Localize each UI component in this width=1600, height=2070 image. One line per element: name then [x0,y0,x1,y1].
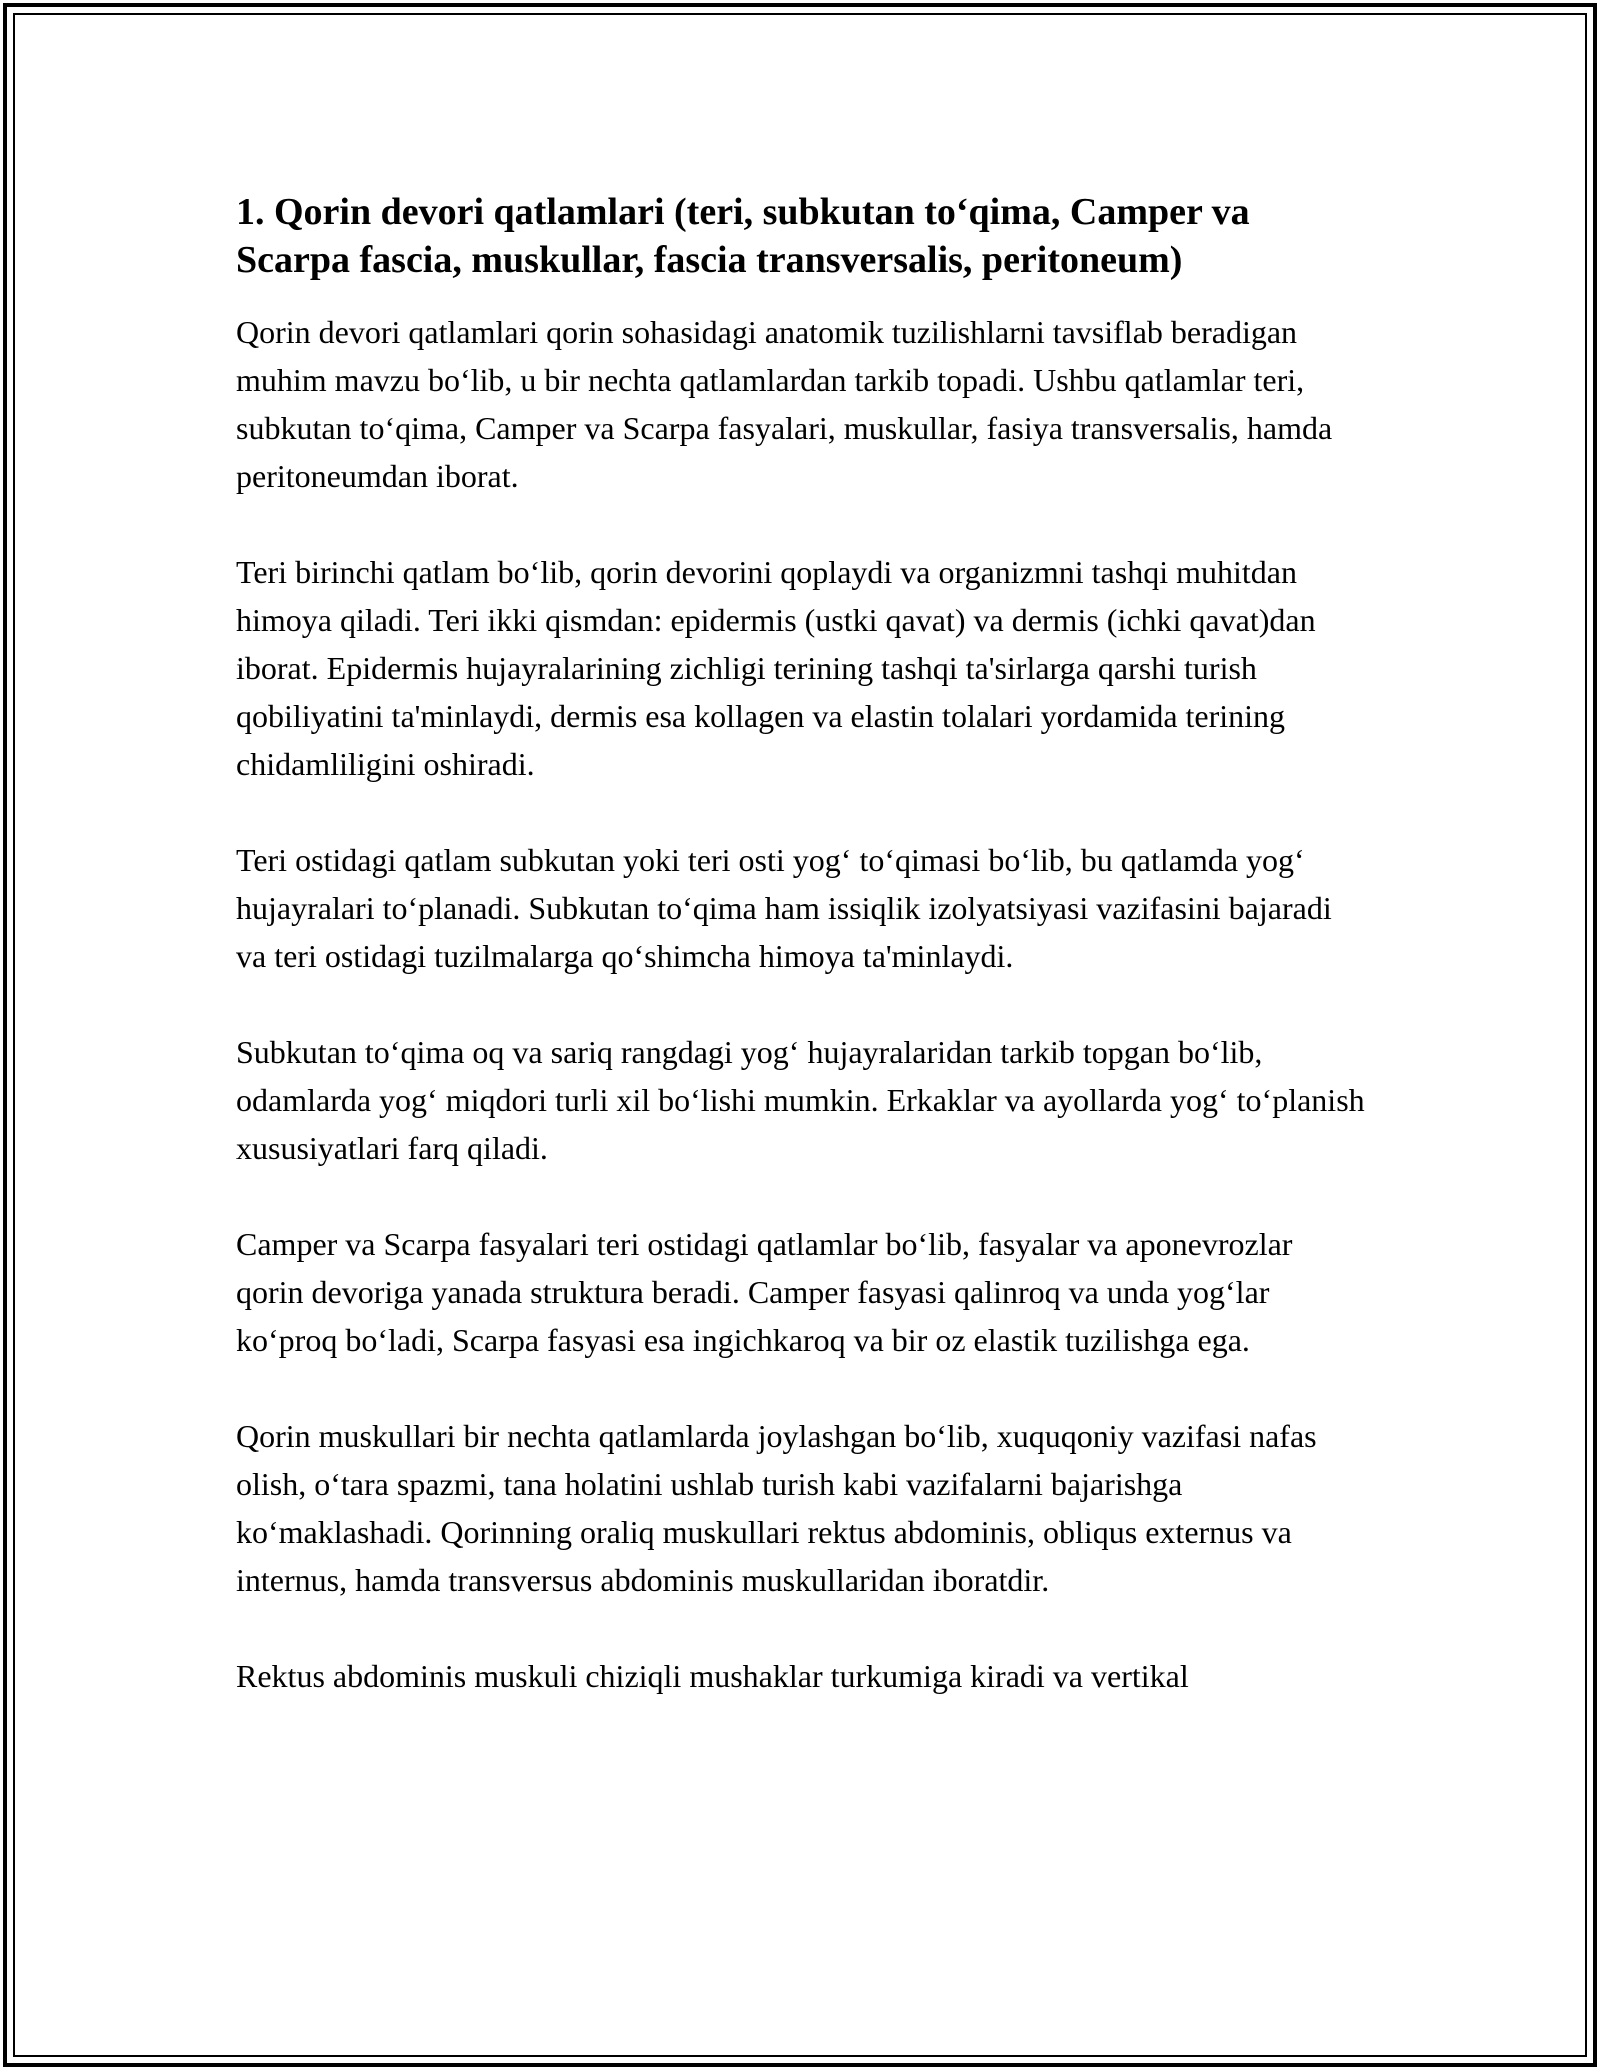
paragraph-rectus: Rektus abdominis muskuli chiziqli mushaklar turkumiga kiradi va vertikal [236,1658,1189,1694]
paragraph-muscles: Qorin muskullari bir nechta qatlamlarda joylashgan bo‘lib, xuquqoniy vazifasi nafas olish, o‘tara spazmi, tana holatini ushlab turish kabi vazifalarni bajarishga ko‘maklashadi. Qorinning oraliq muskullari rektus abdominis, obliqus externus va internus, hamda transversus abdominis muskullaridan iboratdir. [236,1418,1317,1598]
paragraph-intro: Qorin devori qatlamlari qorin sohasidagi anatomik tuzilishlarni tavsiflab beradigan muhim mavzu bo‘lib, u bir nechta qatlamlardan tarkib topadi. Ushbu qatlamlar teri, subkutan to‘qima, Camper va Scarpa fasyalari, muskullar, fasiya transversalis, hamda peritoneumdan iborat. [236,314,1333,494]
section-heading: 1. Qorin devori qatlamlari (teri, subkutan to‘qima, Camper va Scarpa fascia, muskullar, fascia transversalis, peritoneum) [236,191,1250,281]
paragraph-fat-cells: Subkutan to‘qima oq va sariq rangdagi yog‘ hujayralaridan tarkib topgan bo‘lib, odamlarda yog‘ miqdori turli xil bo‘lishi mumkin. Erkaklar va ayollarda yog‘ to‘planish xususiyatlari farq qiladi. [236,1034,1365,1166]
paragraph-camper-scarpa: Camper va Scarpa fasyalari teri ostidagi qatlamlar bo‘lib, fasyalar va aponevrozlar qorin devoriga yanada struktura beradi. Camper fasyasi qalinroq va unda yog‘lar ko‘proq bo‘ladi, Scarpa fasyasi esa ingichkaroq va bir oz elastik tuzilishga ega. [236,1226,1293,1358]
paragraph-skin: Teri birinchi qatlam bo‘lib, qorin devorini qoplaydi va organizmni tashqi muhitdan himoya qiladi. Teri ikki qismdan: epidermis (ustki qavat) va dermis (ichki qavat)dan iborat. Epidermis hujayralarining zichligi terining tashqi ta'sirlarga qarshi turish qobiliyatini ta'minlaydi, dermis esa kollagen va elastin tolalari yordamida terining chidamliligini oshiradi. [236,554,1316,782]
paragraph-subcutaneous: Teri ostidagi qatlam subkutan yoki teri osti yog‘ to‘qimasi bo‘lib, bu qatlamda yog‘ hujayralari to‘planadi. Subkutan to‘qima ham issiqlik izolyatsiyasi vazifasini bajaradi va teri ostidagi tuzilmalarga qo‘shimcha himoya ta'minlaydi. [236,842,1332,974]
document-body [236,188,1366,1700]
